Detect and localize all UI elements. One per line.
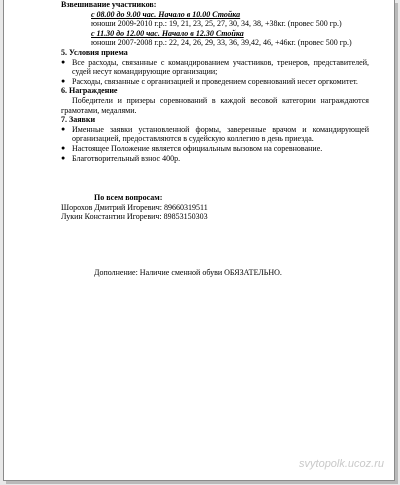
contact-person-1: Шорохов Дмитрий Игоревич: 89660319511 <box>61 202 208 212</box>
conditions-heading: 5. Условия приема <box>61 47 128 57</box>
applications-item-text: Именные заявки установленной формы, заверенные врачом и командирующей организацией, предоставляются в судейскую коллегию в день приезда. <box>72 124 369 144</box>
applications-item-3 <box>61 154 369 164</box>
conditions-item-text: Все расходы, связанные с командированием участников, тренеров, представителей, судей несут командирующие организации; <box>72 57 369 77</box>
contact-person-2: Лукин Константин Игоревич: 89853150303 <box>61 212 208 222</box>
awards-text: Победители и призеры соревнований в каждой весовой категории награждаются грамотами, медалями. <box>61 95 369 115</box>
weighin-slot-1: с 08.00 до 9.00 час. Начало в 10.00 Стойка <box>91 9 241 19</box>
page-shadow-bottom <box>6 481 398 484</box>
applications-heading: 7. Заявки <box>61 115 96 125</box>
document-page <box>3 0 395 481</box>
weighin-slot-2: с 11.30 до 12.00 час. Начало в 12.30 Стойка <box>91 28 244 38</box>
contacts-title: По всем вопросам: <box>94 193 163 203</box>
footnote-shoes: Дополнение: Наличие сменной обуви ОБЯЗАТЕЛЬНО. <box>94 267 282 277</box>
weighin-heading: Взвешивание участников: <box>61 0 157 9</box>
bullet-icon: ● <box>61 57 66 66</box>
weighin-age-group-1: юноши 2009-2010 г.р.: 19, 21, 23, 25, 27, 30, 34, 38, +38кг. (провес 500 гр.) <box>91 19 342 29</box>
bullet-icon: ● <box>61 124 66 133</box>
applications-item-2 <box>61 144 369 154</box>
document-content <box>61 0 369 277</box>
site-watermark: svytopolk.ucoz.ru <box>299 458 384 470</box>
conditions-item-2 <box>61 77 369 87</box>
awards-heading: 6. Награждение <box>61 86 118 96</box>
bullet-icon: ● <box>61 143 66 152</box>
bullet-icon: ● <box>61 153 66 162</box>
conditions-item-text: Расходы, связанные с организацией и проведением соревнований несет оргкомитет. <box>72 76 358 86</box>
bullet-icon: ● <box>61 76 66 85</box>
conditions-item-1 <box>61 58 369 77</box>
applications-item-text: Благотворительный взнос 400р. <box>72 153 181 163</box>
page-shadow-right <box>395 3 398 484</box>
applications-item-1 <box>61 125 369 144</box>
applications-item-text: Настоящее Положение является официальным вызовом на соревнование. <box>72 143 323 153</box>
weighin-age-group-2: юноши 2007-2008 г.р.: 22, 24, 26, 29, 33, 36, 39,42, 46, +46кг. (провес 500 гр.) <box>91 38 352 48</box>
